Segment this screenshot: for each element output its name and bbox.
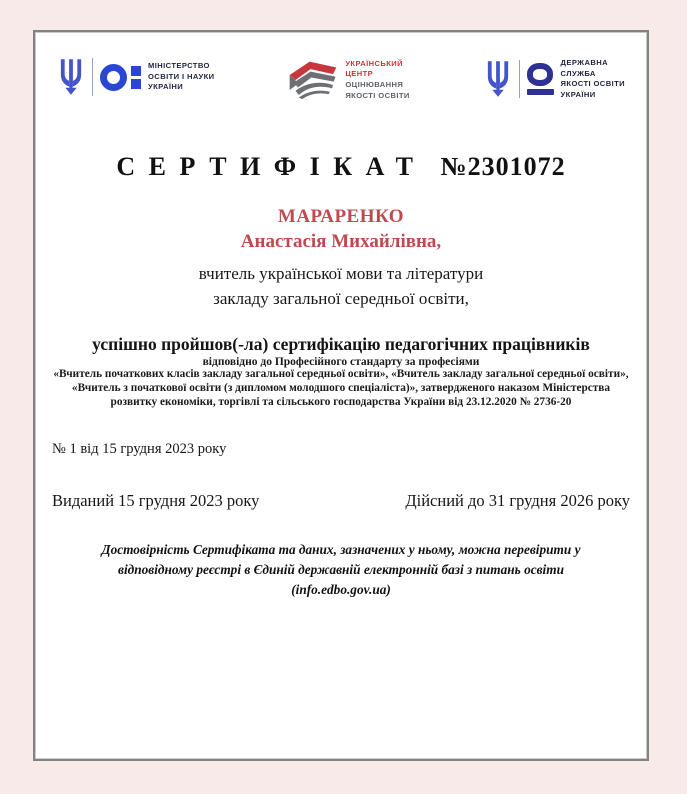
dsqo-logo-text bbox=[561, 58, 625, 101]
uceqa-text-line: ЯКОСТІ ОСВІТИ bbox=[345, 90, 410, 100]
trident-icon bbox=[484, 60, 512, 98]
position-line: вчитель української мови та літератури bbox=[198, 264, 484, 283]
registration-number: № 1 від 15 грудня 2023 року bbox=[52, 440, 227, 457]
ministry-logo-text bbox=[148, 61, 215, 93]
certificate-page bbox=[33, 30, 649, 761]
position-line: закладу загальної середньої освіти, bbox=[213, 288, 469, 308]
dsqo-text-line: СЛУЖБА bbox=[560, 68, 596, 78]
trident-icon bbox=[57, 58, 85, 96]
issued-date: Виданий 15 грудня 2023 року bbox=[52, 490, 260, 510]
uceqa-text-line: ОЦІНЮВАННЯ bbox=[345, 80, 404, 89]
dsqo-text-line: УКРАЇНИ bbox=[560, 89, 596, 99]
logo-dsqo bbox=[484, 58, 625, 101]
valid-until-date: Дійсний до 31 грудня 2026 року bbox=[405, 490, 630, 510]
holder-name-block bbox=[35, 206, 647, 253]
holder-given-name: Анастасія Михайлівна, bbox=[240, 231, 442, 252]
certification-statement: успішно пройшов(-ла) сертифікацію педагогічних працівників bbox=[92, 334, 590, 355]
dates-row bbox=[35, 491, 647, 511]
holder-position bbox=[35, 262, 647, 311]
dsqo-text-line: ДЕРЖАВНА bbox=[560, 58, 608, 67]
certificate-title: СЕРТИФІКАТ bbox=[116, 152, 427, 181]
logo-divider bbox=[519, 60, 520, 98]
ministry-o-colon-icon bbox=[100, 63, 141, 92]
open-book-icon bbox=[288, 58, 338, 102]
certificate-number: №2301072 bbox=[440, 152, 566, 181]
dsqo-o-bar-icon bbox=[527, 63, 554, 95]
standard-heading: відповідно до Професійного стандарту за професіями bbox=[202, 356, 480, 369]
verification-note: Достовірність Сертифіката та даних, зазначених у ньому, можна перевірити у відповідному реєстрі в Єдиній державній електронній базі з питань освіти (info.edbo.gov.ua) bbox=[101, 541, 581, 597]
uceqa-text-line: УКРАЇНСЬКИЙ bbox=[345, 58, 404, 68]
holder-surname: МАРАРЕНКО bbox=[277, 206, 405, 227]
dsqo-text-line: ЯКОСТІ ОСВІТИ bbox=[560, 79, 625, 89]
logo-ministry-of-education bbox=[57, 58, 215, 96]
header-logos bbox=[57, 58, 625, 102]
standard-details: «Вчитель початкових класів закладу загальної середньої освіти», «Вчитель закладу загальної середньої освіти», «Вчитель з початкової освіти (з дипломом молодшого спеціаліста)», затвердженого наказом Міністерства розвитку економіки, торгівлі та сільського господарства України від 23.12.2020 № 2736-20 bbox=[53, 368, 629, 409]
certificate-title-row bbox=[35, 152, 647, 182]
ministry-text-line: ОСВІТИ І НАУКИ bbox=[148, 71, 215, 81]
logo-uceqa bbox=[288, 58, 409, 102]
ministry-text-line: УКРАЇНИ bbox=[148, 82, 184, 92]
uceqa-text-line: ЦЕНТР bbox=[345, 69, 374, 79]
ministry-text-line: МІНІСТЕРСТВО bbox=[148, 61, 210, 71]
logo-divider bbox=[92, 58, 93, 96]
uceqa-logo-text bbox=[345, 59, 409, 102]
